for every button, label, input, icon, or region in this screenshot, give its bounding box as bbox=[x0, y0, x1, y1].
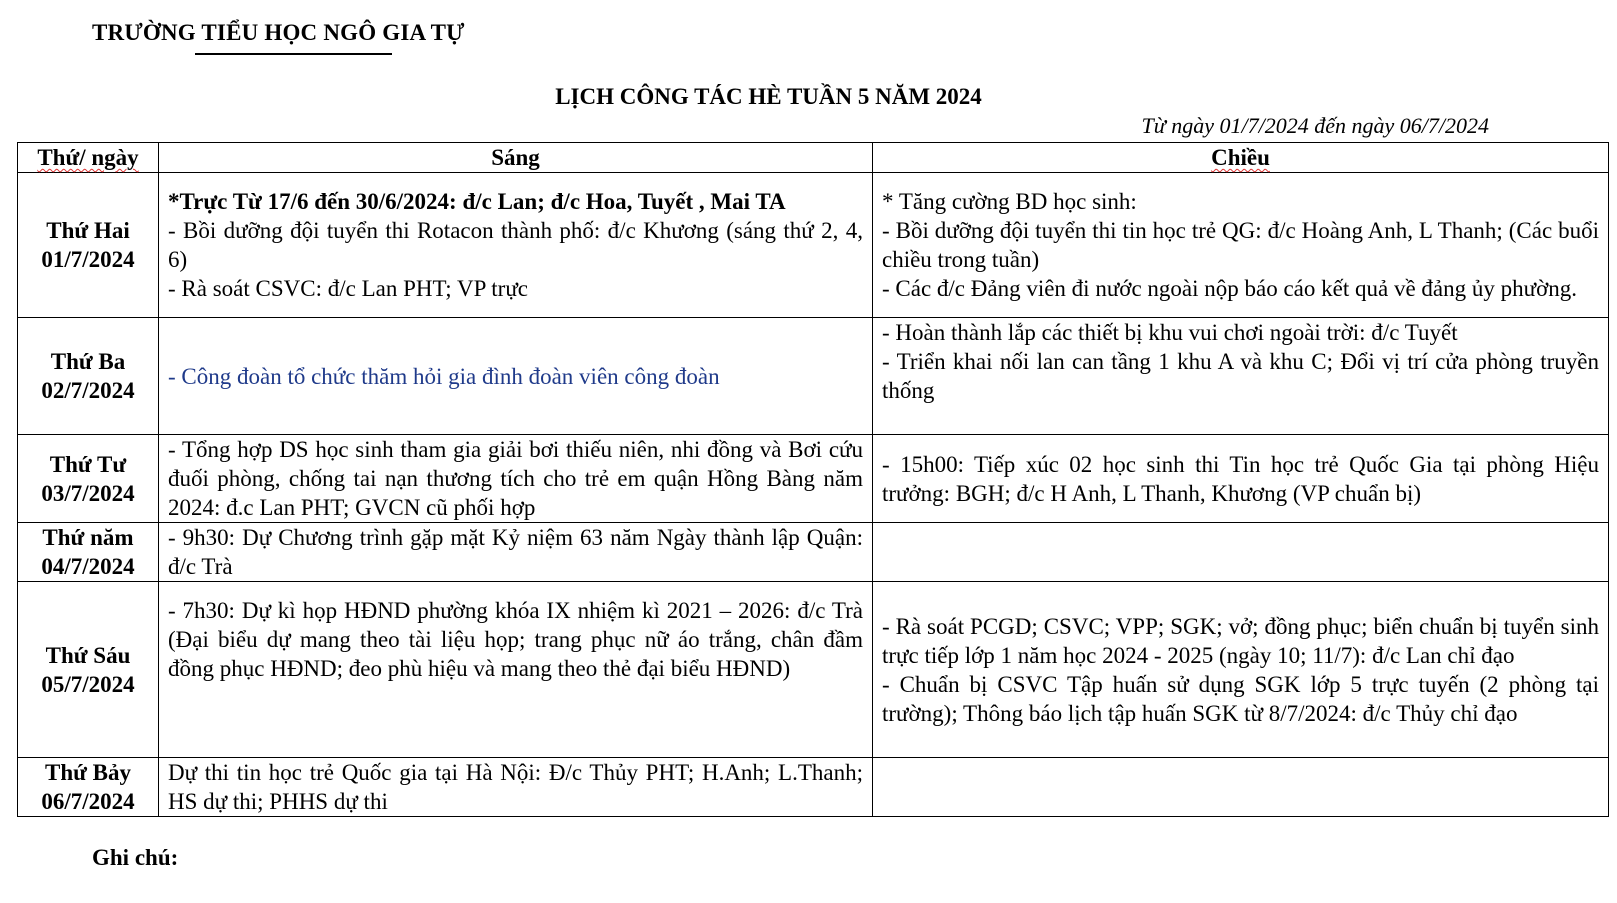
day-cell bbox=[18, 758, 159, 817]
table-row bbox=[18, 173, 1609, 318]
morning-item: Dự thi tin học trẻ Quốc gia tại Hà Nội: Đ/c Thủy PHT; H.Anh; L.Thanh; HS dự thi; PHHS dự thi bbox=[168, 760, 863, 814]
day-name: Thứ Sáu bbox=[45, 642, 131, 668]
day-cell bbox=[18, 318, 159, 435]
afternoon-item: * Tăng cường BD học sinh: bbox=[882, 189, 1137, 214]
day-date: 04/7/2024 bbox=[41, 554, 135, 579]
morning-duty: *Trực Từ 17/6 đến 30/6/2024: đ/c Lan; đ/c Hoa, Tuyết , Mai TA bbox=[168, 189, 786, 214]
morning-item: - 7h30: Dự kì họp HĐND phường khóa IX nhiệm kì 2021 – 2026: đ/c Trà (Đại biểu dự mang theo tài liệu họp; trang phục nữ áo trắng, chân đầm đồng phục HĐND; đeo phù hiệu và mang theo thẻ đại biểu HĐND) bbox=[168, 598, 863, 681]
morning-cell bbox=[159, 435, 873, 523]
afternoon-item: - 15h00: Tiếp xúc 02 học sinh thi Tin học trẻ Quốc Gia tại phòng Hiệu trưởng: BGH; đ/c H Anh, L Thanh, Khương (VP chuẩn bị) bbox=[882, 451, 1599, 506]
day-date: 06/7/2024 bbox=[41, 789, 135, 814]
day-cell bbox=[18, 435, 159, 523]
day-date: 01/7/2024 bbox=[41, 247, 135, 272]
morning-cell bbox=[159, 523, 873, 582]
morning-cell bbox=[159, 173, 873, 318]
afternoon-cell bbox=[873, 318, 1609, 435]
afternoon-item: - Các đ/c Đảng viên đi nước ngoài nộp báo cáo kết quả về đảng ủy phường. bbox=[882, 276, 1577, 301]
afternoon-cell bbox=[873, 523, 1609, 582]
table-row bbox=[18, 318, 1609, 435]
date-range: Từ ngày 01/7/2024 đến ngày 06/7/2024 bbox=[1141, 113, 1489, 138]
header-morning: Sáng bbox=[159, 143, 873, 173]
day-cell bbox=[18, 523, 159, 582]
day-name: Thứ Hai bbox=[46, 218, 130, 243]
schedule-table bbox=[17, 142, 1609, 817]
afternoon-item: - Hoàn thành lắp các thiết bị khu vui chơi ngoài trời: đ/c Tuyết bbox=[882, 320, 1458, 345]
day-name: Thứ Tư bbox=[49, 451, 127, 477]
note-label: Ghi chú: bbox=[92, 845, 179, 870]
day-date: 02/7/2024 bbox=[41, 378, 135, 403]
table-row bbox=[18, 582, 1609, 758]
morning-cell bbox=[159, 758, 873, 817]
morning-item: - Công đoàn tổ chức thăm hỏi gia đình đoàn viên công đoàn bbox=[168, 363, 720, 389]
day-name: Thứ Bảy bbox=[44, 760, 132, 785]
table-row bbox=[18, 758, 1609, 817]
morning-item: - Tổng hợp DS học sinh tham gia giải bơi thiếu niên, nhi đồng và Bơi cứu đuối phòng, chống tai nạn thương tích cho trẻ em quận Hồng Bàng năm 2024: đ.c Lan PHT; GVCN cũ phối hợp bbox=[168, 437, 863, 520]
day-date: 03/7/2024 bbox=[41, 480, 135, 506]
afternoon-cell bbox=[873, 758, 1609, 817]
afternoon-item: - Triển khai nối lan can tầng 1 khu A và khu C; Đổi vị trí cửa phòng truyền thống bbox=[882, 349, 1599, 403]
school-name: TRƯỜNG TIỂU HỌC NGÔ GIA TỰ bbox=[92, 20, 465, 45]
morning-item: - Rà soát CSVC: đ/c Lan PHT; VP trực bbox=[168, 276, 529, 301]
header-afternoon: Chiều bbox=[873, 143, 1609, 173]
day-cell bbox=[18, 173, 159, 318]
page-title: LỊCH CÔNG TÁC HÈ TUẦN 5 NĂM 2024 bbox=[555, 84, 982, 109]
afternoon-item: - Chuẩn bị CSVC Tập huấn sử dụng SGK lớp 5 trực tuyến (2 phòng tại trường); Thông báo lịch tập huấn SGK từ 8/7/2024: đ/c Thủy chỉ đạo bbox=[882, 671, 1599, 726]
morning-cell bbox=[159, 318, 873, 435]
morning-cell bbox=[159, 582, 873, 758]
afternoon-cell bbox=[873, 582, 1609, 758]
school-name-underline bbox=[195, 53, 392, 55]
header-day: Thứ/ ngày bbox=[18, 143, 159, 173]
morning-item: - 9h30: Dự Chương trình gặp mặt Kỷ niệm 63 năm Ngày thành lập Quận: đ/c Trà bbox=[168, 525, 863, 579]
table-row bbox=[18, 435, 1609, 523]
afternoon-item: - Bồi dưỡng đội tuyển thi tin học trẻ QG: đ/c Hoàng Anh, L Thanh; (Các buổi chiều trong tuần) bbox=[882, 218, 1599, 272]
table-row bbox=[18, 523, 1609, 582]
morning-item: - Bồi dưỡng đội tuyển thi Rotacon thành phố: đ/c Khương (sáng thứ 2, 4, 6) bbox=[168, 218, 863, 272]
afternoon-cell bbox=[873, 173, 1609, 318]
afternoon-cell bbox=[873, 435, 1609, 523]
day-cell bbox=[18, 582, 159, 758]
afternoon-item: - Rà soát PCGD; CSVC; VPP; SGK; vở; đồng phục; biển chuẩn bị tuyển sinh trực tiếp lớp 1 năm học 2024 - 2025 (ngày 10; 11/7): đ/c Lan chỉ đạo bbox=[882, 613, 1599, 668]
header-row bbox=[18, 143, 1609, 173]
day-date: 05/7/2024 bbox=[41, 671, 135, 697]
day-name: Thứ Ba bbox=[50, 349, 126, 374]
day-name: Thứ năm bbox=[42, 525, 134, 550]
